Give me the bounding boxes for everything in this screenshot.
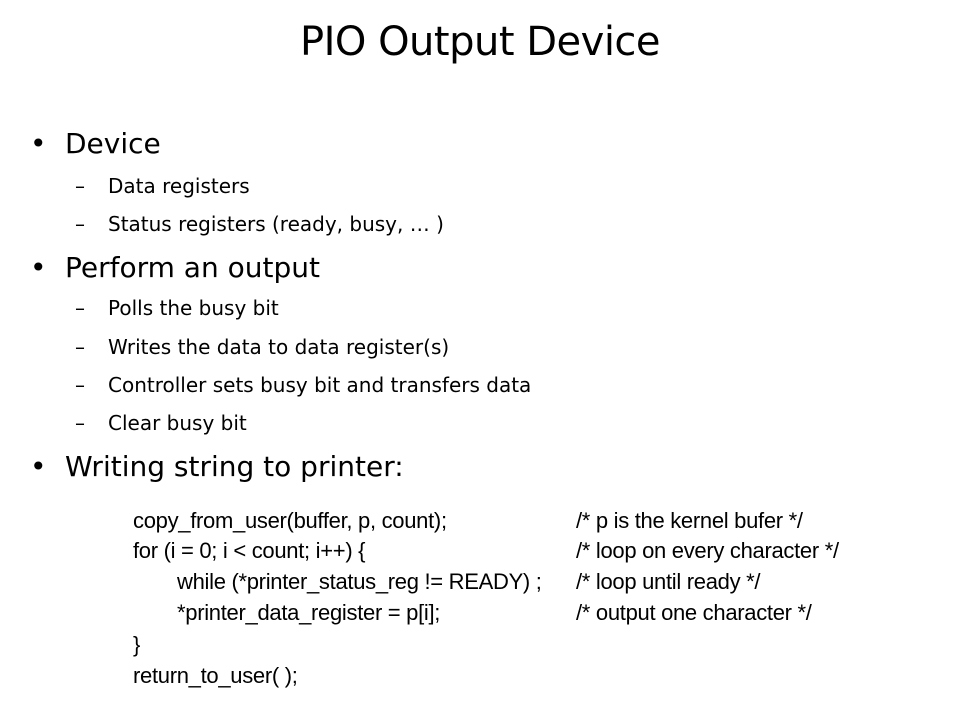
dash-icon: –	[75, 212, 85, 236]
code-comment: /* p is the kernel bufer */	[576, 508, 803, 533]
sub-bullet-text: Controller sets busy bit and transfers data	[108, 373, 532, 397]
sub-bullet-text: Status registers (ready, busy, … )	[108, 212, 444, 236]
bullet-text: Device	[65, 127, 161, 160]
sub-bullet-text: Writes the data to data register(s)	[108, 335, 450, 359]
dash-icon: –	[75, 373, 85, 397]
bullet-icon: •	[30, 450, 47, 483]
bullet-text: Writing string to printer:	[65, 450, 404, 483]
sub-bullet-text: Clear busy bit	[108, 411, 247, 435]
bullet-icon: •	[30, 127, 47, 160]
code-line: for (i = 0; i < count; i++) {	[133, 538, 366, 563]
bullet-icon: •	[30, 251, 47, 284]
slide-title: PIO Output Device	[299, 19, 661, 65]
bullet-text: Perform an output	[65, 251, 320, 284]
code-line: while (*printer_status_reg != READY) ;	[177, 569, 542, 594]
code-line: copy_from_user(buffer, p, count);	[133, 508, 447, 533]
dash-icon: –	[75, 296, 85, 320]
code-comment: /* output one character */	[576, 600, 812, 625]
code-comment: /* loop until ready */	[576, 569, 761, 594]
code-comment: /* loop on every character */	[576, 538, 839, 563]
code-line: }	[133, 632, 141, 657]
code-line: return_to_user( );	[133, 663, 298, 688]
dash-icon: –	[75, 174, 85, 198]
sub-bullet-text: Polls the busy bit	[108, 296, 279, 320]
dash-icon: –	[75, 411, 85, 435]
code-line: *printer_data_register = p[i];	[177, 600, 441, 625]
dash-icon: –	[75, 335, 85, 359]
sub-bullet-text: Data registers	[108, 174, 250, 198]
